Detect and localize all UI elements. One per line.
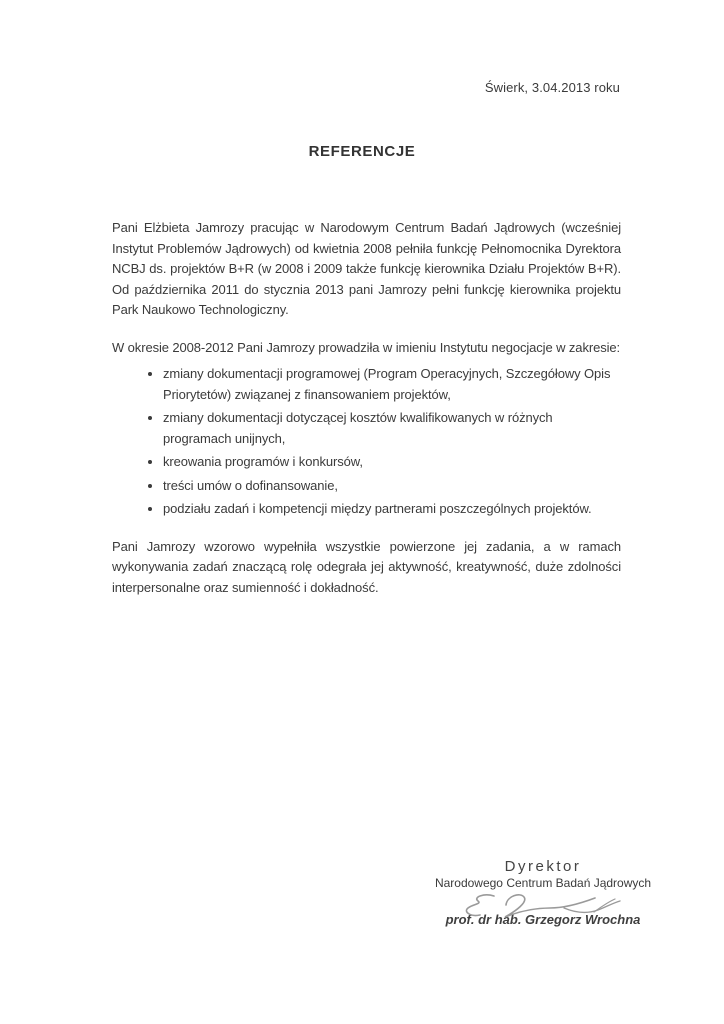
- bullet-item: • kreowania programów i konkursów,: [163, 452, 621, 473]
- bullet-item: • zmiany dokumentacji programowej (Program Operacyjnych, Szczegółowy Opis Priorytetów) związanej z finansowaniem projektów,: [163, 364, 621, 405]
- signatory-organization: Narodowego Centrum Badań Jądrowych: [434, 876, 652, 890]
- document-title: REFERENCJE: [308, 143, 416, 160]
- date-line: Świerk, 3.04.2013 roku: [484, 80, 620, 95]
- letter-body: [112, 218, 621, 598]
- closing-paragraph: Pani Jamrozy wzorowo wypełniła wszystkie powierzone jej zadania, a w ramach wykonywania zadań znaczącą rolę odegrała jej aktywność, kreatywność, duże zdolności interpersonalne oraz sumienność i dokładność.: [112, 538, 621, 595]
- bullet-item: • treści umów o dofinansowanie,: [163, 476, 621, 497]
- list-intro-paragraph: W okresie 2008-2012 Pani Jamrozy prowadziła w imieniu Instytutu negocjacje w zakresie:: [112, 339, 621, 355]
- signature-block: [413, 858, 673, 927]
- bullet-item: • zmiany dokumentacji dotyczącej kosztów kwalifikowanych w różnych programach unijnych,: [163, 408, 621, 449]
- introduction-paragraph: Pani Elżbieta Jamrozy pracując w Narodowym Centrum Badań Jądrowych (wcześniej Instytut Problemów Jądrowych) od kwietnia 2008 pełniła funkcję Pełnomocnika Dyrektora NCBJ ds. projektów B+R (w 2008 i 2009 także funkcję kierownika Działu Projektów B+R). Od października 2011 do stycznia 2013 pani Jamrozy pełni funkcję kierownika projektu Park Naukowo Technologiczny.: [112, 220, 621, 317]
- bullet-list: [112, 364, 621, 520]
- bullet-item: • podziału zadań i kompetencji między partnerami poszczególnych projektów.: [163, 499, 621, 520]
- signatory-role: Dyrektor: [504, 858, 582, 875]
- signatory-name: prof. dr hab. Grzegorz Wrochna: [445, 912, 641, 927]
